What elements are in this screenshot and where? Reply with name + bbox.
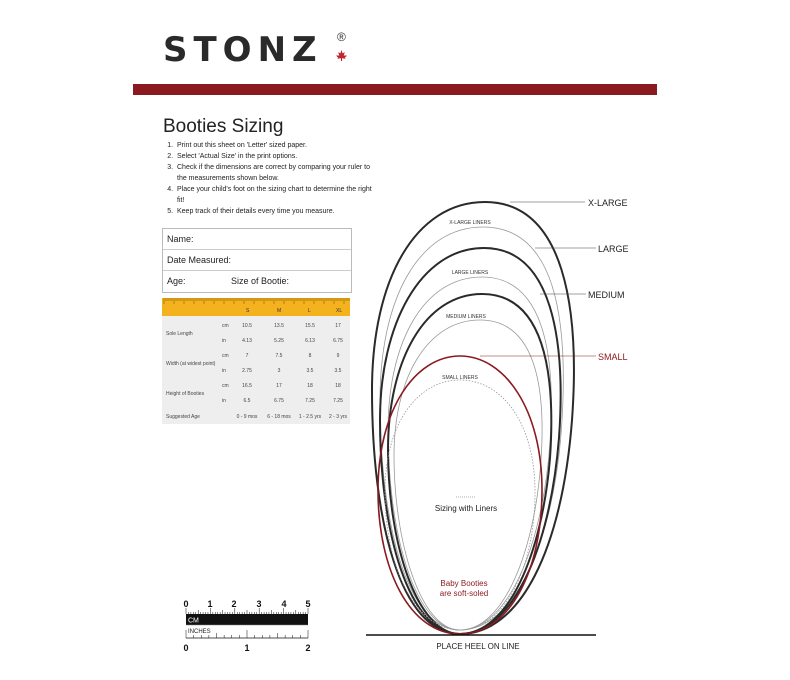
table-cell: 10.5 — [242, 323, 252, 329]
row-label: Suggested Age — [166, 414, 200, 420]
table-cell: 18 — [335, 383, 341, 389]
instructions-list — [153, 140, 375, 217]
name-label: Name: — [167, 234, 194, 244]
row-label: Width (at widest point) — [166, 361, 216, 367]
brand-bar — [133, 84, 657, 95]
unit-label: in — [222, 338, 226, 344]
col-header-m: M — [277, 308, 282, 314]
age-label: Age: — [167, 276, 186, 286]
table-cell: 7.5 — [275, 353, 283, 359]
table-cell: 16.5 — [242, 383, 252, 389]
cm-label: CM — [188, 617, 199, 625]
table-cell: 8 — [308, 353, 312, 359]
table-cell: 18 — [307, 383, 313, 389]
cm-tick-label: 0 — [183, 599, 189, 609]
table-cell: 1 - 2.5 yrs — [298, 414, 322, 420]
label-xlarge: X-LARGE — [588, 198, 628, 208]
table-cell: 0 - 9 mos — [236, 414, 258, 420]
table-cell: 17 — [276, 383, 282, 389]
ruler-band — [162, 298, 350, 316]
cm-tick-label: 4 — [281, 599, 287, 609]
unit-label: cm — [222, 383, 229, 389]
liner-label-large: LARGE LINERS — [451, 270, 489, 276]
unit-label: cm — [222, 353, 229, 359]
cm-tick-label: 5 — [305, 599, 311, 609]
table-cell: 6.75 — [274, 398, 284, 404]
brand-logo: STONZ — [163, 30, 323, 70]
table-cell: 2.75 — [242, 368, 252, 374]
table-cell: 6.75 — [333, 338, 343, 344]
maple-leaf-icon — [336, 50, 347, 61]
unit-label: cm — [222, 323, 229, 329]
scale-ruler — [180, 595, 320, 655]
row-label: Height of Booties — [166, 391, 205, 397]
table-cell: 6 - 18 mos — [267, 414, 291, 420]
table-cell: 3 — [277, 368, 281, 374]
liner-label-xlarge: X-LARGE LINERS — [449, 220, 491, 226]
cm-bar — [186, 614, 308, 625]
inch-tick-labels — [183, 643, 310, 653]
table-cell: 13.5 — [274, 323, 284, 329]
liner-label-medium: MEDIUM LINERS — [446, 314, 486, 320]
outline-xlarge — [372, 202, 574, 634]
instruction-step: 3. Check if the dimensions are correct by comparing your ruler to the measurements shown below. — [175, 162, 375, 184]
inch-tick-label: 0 — [183, 643, 189, 653]
unit-label: in — [222, 398, 226, 404]
registered-mark: ® — [337, 30, 346, 44]
col-header-l: L — [308, 308, 311, 314]
table-cell: 6.5 — [243, 398, 251, 404]
name-field[interactable] — [163, 229, 351, 250]
instruction-step: 1. Print out this sheet on 'Letter' sized paper. — [175, 140, 375, 151]
table-cell: 4.13 — [242, 338, 252, 344]
table-cell: 7.25 — [305, 398, 315, 404]
unit-label: in — [222, 368, 226, 374]
size-table — [162, 316, 350, 424]
table-cell: 9 — [336, 353, 340, 359]
sizing-with-liners-note: Sizing with Liners — [434, 504, 498, 513]
inch-tick-label: 2 — [305, 643, 311, 653]
heel-label: PLACE HEEL ON LINE — [436, 642, 520, 650]
instruction-step: 4. Place your child's foot on the sizing chart to determine the right fit! — [175, 184, 375, 206]
age-size-row — [163, 271, 351, 291]
table-cell: 2 - 3 yrs — [328, 414, 348, 420]
inches-label: INCHES — [188, 629, 211, 635]
cm-tick-label: 3 — [256, 599, 262, 609]
date-label: Date Measured: — [167, 255, 232, 265]
col-header-s: S — [246, 308, 250, 314]
cm-tick-label: 1 — [207, 599, 213, 609]
cm-ticks — [186, 608, 308, 614]
instruction-step: 5. Keep track of their details every time you measure. — [175, 206, 375, 217]
table-cell: 6.13 — [305, 338, 315, 344]
table-cell: 17 — [335, 323, 341, 329]
inch-tick-label: 1 — [244, 643, 250, 653]
date-measured-field[interactable] — [163, 250, 351, 271]
label-medium: MEDIUM — [588, 290, 625, 300]
instruction-step: 2. Select 'Actual Size' in the print options. — [175, 151, 375, 162]
table-cell: 7.25 — [333, 398, 343, 404]
page-title: Booties Sizing — [163, 116, 284, 137]
child-details-form — [162, 228, 352, 293]
col-header-xl: XL — [336, 308, 343, 314]
table-cell: 7 — [245, 353, 249, 359]
cm-tick-labels — [183, 599, 310, 609]
table-cell: 3.5 — [306, 368, 314, 374]
cm-tick-label: 2 — [231, 599, 237, 609]
ruler-ticks — [162, 298, 350, 316]
liner-label-small: SMALL LINERS — [442, 375, 478, 381]
size-label: Size of Bootie: — [231, 276, 290, 286]
table-cell: 3.5 — [334, 368, 342, 374]
table-cell: 15.5 — [305, 323, 315, 329]
label-large: LARGE — [598, 244, 629, 254]
baby-booties-note: Baby Booties — [440, 579, 488, 588]
sizing-chart — [360, 190, 680, 650]
soft-soled-note: are soft-soled — [439, 589, 489, 598]
label-small: SMALL — [598, 352, 628, 362]
table-cell: 5.25 — [274, 338, 284, 344]
row-label: Sole Length — [166, 331, 193, 337]
